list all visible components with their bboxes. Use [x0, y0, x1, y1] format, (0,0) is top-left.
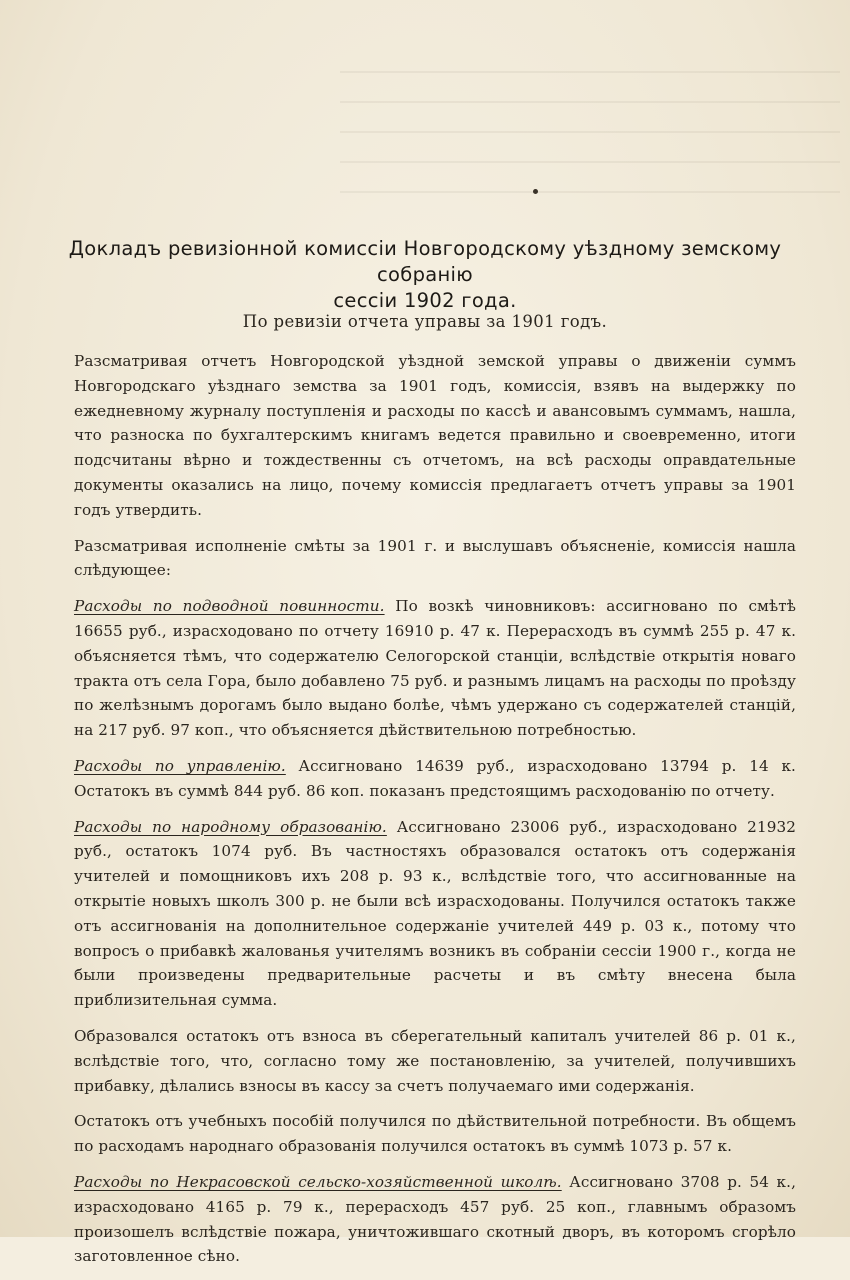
paragraph-text: Разсматривая отчетъ Новгородской уѣздной земской управы о движеніи суммъ Новгородскаго уѣзднаго земства за 1901 годъ, комиссія, взявъ на выдержку по ежедневному журналу поступленія и расходы по кассѣ и авансовымъ суммамъ, нашла, что разноска по бухгалтерскимъ книгамъ ведется правильно и своевременно, итоги подсчитаны вѣрно и тождественны съ отчетомъ, на всѣ расходы оправдательные документы оказались на лицо, почему комиссія предлагаетъ отчетъ управы за 1901 годъ утвердить.	[74, 352, 796, 519]
title-line-1: Докладъ ревизіонной комиссіи Новгородскому уѣздному земскому собранію	[68, 237, 782, 286]
paragraph-text: Ассигновано 3708 р. 54 к., израсходовано 4165 р. 79 к., перерасходъ 457 руб. 25 коп., главнымъ образомъ произошелъ вслѣдствіе пожара, уничтожившаго скотный дворъ, въ которомъ сгорѣло заготовленное сѣно.	[74, 1172, 796, 1266]
paragraph-education	[74, 815, 796, 1013]
paragraph-review-intro	[74, 349, 796, 523]
section-heading: Расходы по Некрасовской сельско-хозяйственной школѣ.	[74, 1172, 562, 1191]
paragraph-cartage-duty	[74, 594, 796, 743]
paragraph-text: Ассигновано 23006 руб., израсходовано 21932 руб., остатокъ 1074 руб. Въ частностяхъ образовался остатокъ отъ содержанія учителей и помощниковъ ихъ 208 р. 93 к., вслѣдствіе того, что ассигнованные на открытіе новыхъ школъ 300 р. не были всѣ израсходованы. Получился остатокъ также отъ ассигнованія на дополнительное содержаніе учителей 449 р. 03 к., потому что вопросъ о прибавкѣ жалованья учителямъ возникъ въ собраніи сессіи 1900 г., когда не были произведены предварительные расчеты и въ смѣту внесена была приблизительная сумма.	[74, 817, 796, 1010]
paragraph-nekrasov-school	[74, 1170, 796, 1269]
paragraph-text: Образовался остатокъ отъ взноса въ сберегательный капиталъ учителей 86 р. 01 к., вслѣдствіе того, что, согласно тому же постановленію, за учителей, получившихъ прибавку, дѣлались взносы въ кассу за счетъ получаемаго ими содержанія.	[74, 1026, 796, 1095]
paragraph-savings	[74, 1024, 796, 1098]
section-heading: Расходы по подводной повинности.	[74, 597, 385, 616]
paragraph-budget-intro	[74, 534, 796, 584]
paragraph-administration	[74, 754, 796, 804]
report-subtitle: По ревизіи отчета управы за 1901 годъ.	[242, 312, 608, 331]
bleed-through-text	[340, 55, 840, 205]
section-heading: Расходы по управленію.	[74, 756, 286, 775]
section-heading: Расходы по народному образованію.	[74, 817, 387, 836]
paragraph-text: По возкѣ чиновниковъ: ассигновано по смѣтѣ 16655 руб., израсходовано по отчету 16910 р. 47 к. Перерасходъ въ суммѣ 255 р. 47 к. объясняется тѣмъ, что содержателю Селогорской станціи, вслѣдствіе открытія новаго тракта отъ села Гора, было добавлено 75 руб. и разнымъ лицамъ на расходы по проѣзду по желѣзнымъ дорогамъ было выдано болѣе, чѣмъ удержано съ содержателей станцій, на 217 руб. 97 коп., что объясняется дѣйствительною потребностью.	[74, 597, 796, 740]
report-body	[74, 349, 796, 1280]
paragraph-text: Разсматривая исполненіе смѣты за 1901 г. и выслушавъ объясненіе, комиссія нашла слѣдующее:	[74, 536, 796, 580]
paragraph-text: Остатокъ отъ учебныхъ пособій получился по дѣйствительной потребности. Въ общемъ по расходамъ народнаго образованія получился остатокъ въ суммѣ 1073 р. 57 к.	[74, 1112, 796, 1156]
ink-dot	[533, 189, 538, 194]
report-title	[40, 236, 810, 314]
paragraph-text: Ассигновано 14639 руб., израсходовано 13794 р. 14 к. Остатокъ въ суммѣ 844 руб. 86 коп. показанъ предстоящимъ расходованію по отчету.	[74, 756, 796, 800]
title-line-2: сессіи 1902 года.	[333, 289, 517, 312]
paragraph-teaching-aids	[74, 1109, 796, 1159]
